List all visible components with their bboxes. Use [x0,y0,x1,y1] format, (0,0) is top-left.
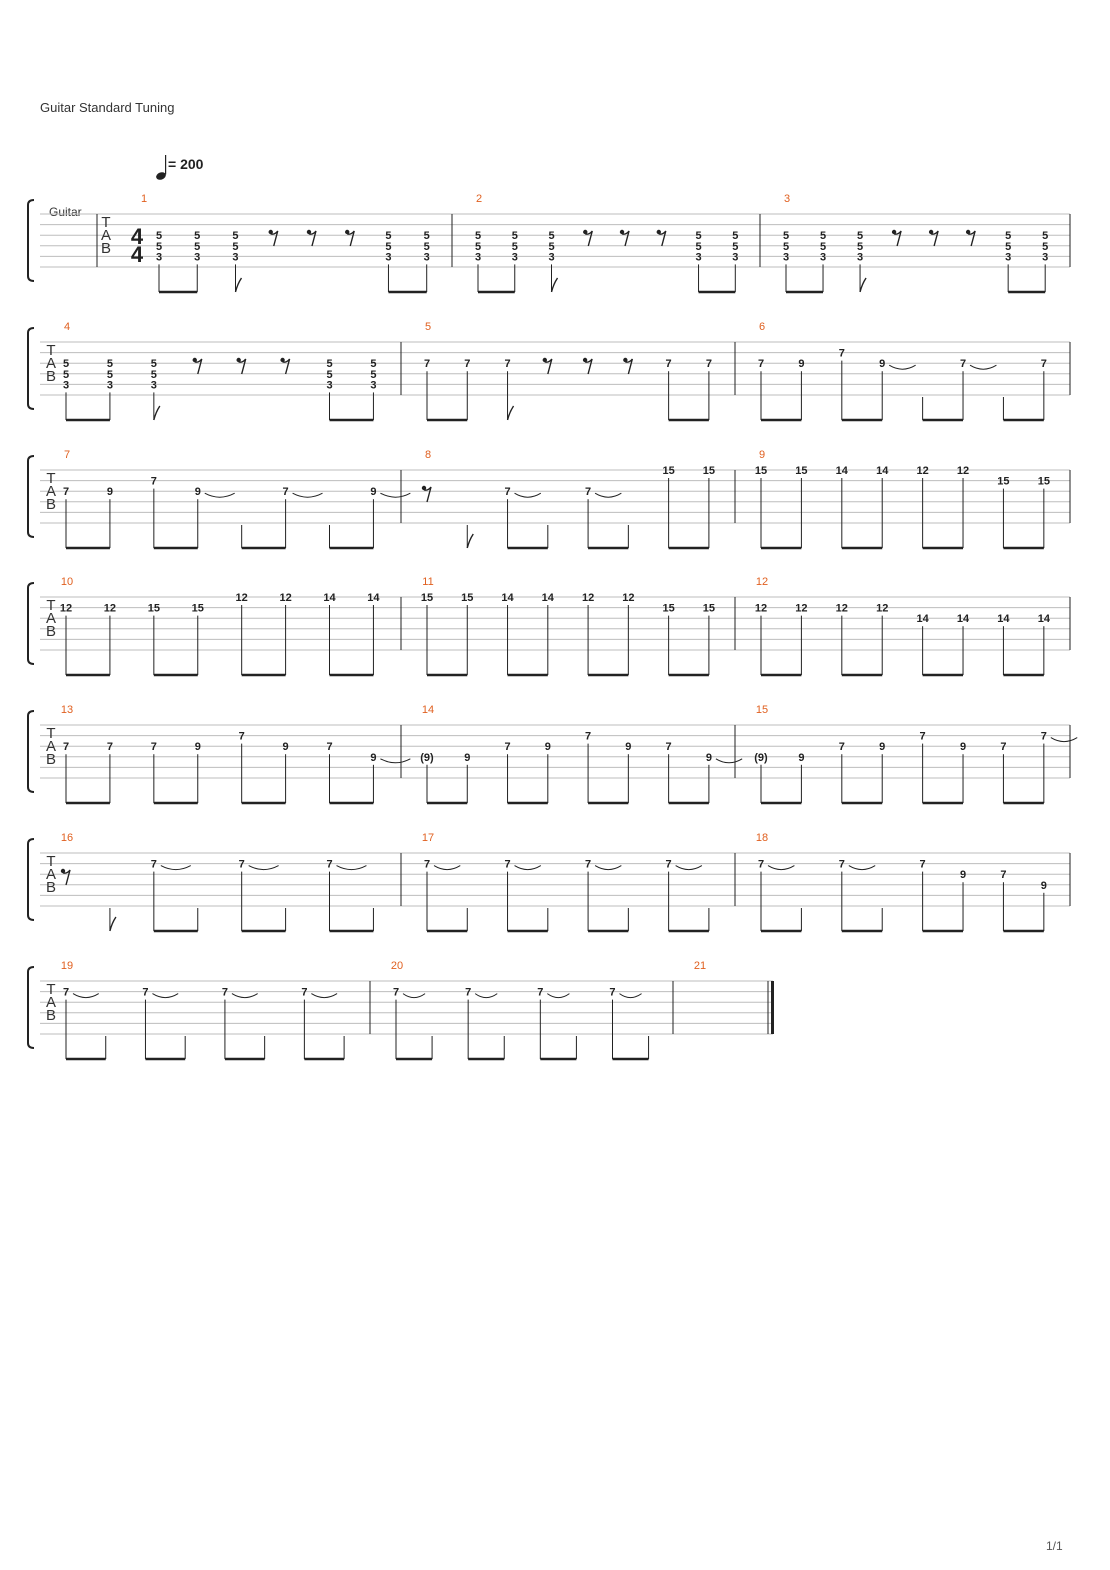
fret-number: 7 [504,858,511,871]
fret-number: 3 [548,251,555,264]
fret-number: 7 [62,741,70,754]
measure-number: 2 [475,193,483,205]
fret-number: 5 [423,240,430,253]
fret-number: 7 [665,858,672,871]
fret-number: 7 [106,741,113,754]
tie-arc [768,866,794,870]
tie-arc [547,994,569,998]
fret-number: 15 [702,602,716,615]
measure-number: 10 [60,576,74,588]
page-number: 1/1 [1046,1539,1063,1553]
tie-arc [595,866,621,870]
tab-clef-letter: B [45,879,57,896]
fret-number: 5 [695,230,702,243]
tie-arc [403,994,425,998]
fret-number: 7 [838,741,845,754]
tab-clef-letter: T [46,597,56,614]
fret-number: 7 [585,858,592,871]
fret-number: 7 [326,741,333,754]
fret-number: 14 [367,592,380,604]
fret-number: 5 [232,240,239,253]
fret-number: (9) [754,751,768,764]
fret-number: 5 [155,230,163,243]
fret-number: 5 [370,368,377,381]
fret-number: 7 [301,986,308,999]
fret-number: 3 [1042,251,1049,264]
fret-number: 5 [474,230,482,243]
fret-number: 9 [194,741,201,754]
fret-number: 5 [370,358,377,371]
fret-number: 3 [62,379,70,392]
tie-arc [475,994,497,998]
fret-number: 7 [282,486,289,499]
fret-number: 7 [392,986,400,999]
fret-number: 5 [150,358,157,371]
tie-arc [73,994,99,998]
tie-arc [311,994,337,998]
system-bracket [28,456,34,537]
fret-number: 3 [732,251,739,264]
fret-number: 15 [754,465,768,477]
tab-clef-letter: A [45,610,57,627]
tie-arc [293,493,323,497]
fret-number: 9 [879,358,886,371]
fret-number: 14 [541,592,554,604]
fret-number: 5 [326,358,333,371]
fret-number: 7 [1040,358,1047,371]
fret-number: 7 [757,358,765,371]
measure-number: 13 [60,704,74,716]
instrument-label: Guitar [49,205,82,219]
tie-arc [716,759,742,763]
fret-number: 7 [238,858,245,871]
tab-clef-letter: T [46,342,56,359]
fret-number: 5 [232,230,239,243]
tab-clef-letter: T [46,470,56,487]
system-bracket [28,967,34,1048]
system-bracket [28,200,34,281]
fret-number: 5 [548,240,555,253]
fret-number: 7 [537,986,544,999]
fret-number: 3 [155,251,163,264]
fret-number: 5 [106,368,113,381]
fret-number: 3 [819,251,827,264]
fret-number: 9 [959,741,967,754]
fret-number: 7 [919,730,926,743]
fret-number: 12 [103,602,117,615]
fret-number: 3 [856,251,864,264]
fret-number: 3 [474,251,482,264]
fret-number: 5 [326,368,333,381]
fret-number: 5 [1005,230,1012,243]
fret-number: 7 [585,486,592,499]
fret-number: 7 [62,986,70,999]
time-signature-bottom: 4 [130,242,144,267]
system-bracket [28,839,34,920]
note-flag [235,278,241,292]
tie-arc [676,866,702,870]
fret-number: 12 [916,465,929,477]
fret-number: 15 [191,602,204,615]
system-bracket [28,583,34,664]
fret-number: 12 [795,602,808,615]
tab-clef-letter: B [45,1007,57,1024]
fret-number: 7 [150,475,157,488]
tab-clef-letter: T [46,981,56,998]
tab-clef-letter: A [45,355,57,372]
fret-number: 5 [856,230,864,243]
fret-number: 9 [798,358,805,371]
fret-number: 14 [916,613,929,626]
fret-number: 7 [609,986,616,999]
fret-number: 12 [754,602,768,615]
measure-number: 9 [758,449,766,461]
tie-arc [515,866,541,870]
tie-arc [161,866,191,870]
tab-clef-letter: A [45,994,57,1011]
tie-arc [619,994,641,998]
tie-arc [205,493,235,497]
fret-number: 12 [622,592,635,604]
fret-number: 3 [385,251,392,264]
fret-number: 12 [279,592,292,604]
fret-number: (9) [420,751,434,764]
tie-arc [380,759,410,763]
tie-arc [1051,738,1077,742]
fret-number: 5 [423,230,430,243]
fret-number: 15 [420,592,434,604]
measure-number: 16 [60,832,74,844]
fret-number: 5 [511,240,518,253]
fret-number: 3 [106,379,113,392]
fret-number: 5 [155,240,163,253]
tab-clef-letter: B [45,368,57,385]
fret-number: 7 [423,858,431,871]
fret-number: 14 [876,465,889,477]
measure-number: 6 [758,321,766,333]
fret-number: 12 [235,592,248,604]
fret-number: 9 [625,741,632,754]
fret-number: 3 [194,251,201,264]
fret-number: 15 [997,475,1010,488]
fret-number: 5 [385,240,392,253]
tie-arc [595,493,621,497]
fret-number: 15 [662,602,675,615]
fret-number: 5 [62,368,70,381]
fret-number: 7 [326,858,333,871]
fret-number: 5 [1042,230,1049,243]
fret-number: 7 [705,358,712,371]
fret-number: 5 [511,230,518,243]
fret-number: 3 [511,251,518,264]
fret-number: 7 [504,741,511,754]
fret-number: 3 [326,379,333,392]
fret-number: 7 [757,858,765,871]
fret-number: 9 [798,751,805,764]
fret-number: 12 [876,602,889,615]
fret-number: 14 [501,592,514,604]
measure-number: 17 [421,832,435,844]
fret-number: 15 [461,592,474,604]
fret-number: 5 [732,240,739,253]
tab-clef-letter: B [45,623,57,640]
fret-number: 3 [150,379,157,392]
fret-number: 5 [194,230,201,243]
tie-arc [232,994,258,998]
fret-number: 5 [150,368,157,381]
tie-arc [152,994,178,998]
fret-number: 5 [819,240,827,253]
fret-number: 12 [581,592,595,604]
fret-number: 5 [782,240,790,253]
fret-number: 9 [282,741,289,754]
tie-arc [515,493,541,497]
fret-number: 5 [732,230,739,243]
fret-number: 9 [370,486,377,499]
fret-number: 9 [959,869,967,882]
tuning-label: Guitar Standard Tuning [40,100,175,115]
fret-number: 7 [665,358,672,371]
measure-number: 21 [693,960,707,972]
fret-number: 7 [221,986,228,999]
fret-number: 14 [323,592,336,604]
fret-number: 7 [838,858,845,871]
fret-number: 12 [59,602,73,615]
note-flag [860,278,866,292]
fret-number: 7 [465,986,472,999]
fret-number: 15 [147,602,160,615]
fret-number: 14 [1037,613,1050,626]
fret-number: 7 [1040,730,1047,743]
fret-number: 7 [585,730,592,743]
fret-number: 5 [194,240,201,253]
fret-number: 5 [856,240,864,253]
fret-number: 12 [956,465,970,477]
fret-number: 3 [423,251,430,264]
note-flag [154,406,160,420]
fret-number: 5 [385,230,392,243]
fret-number: 7 [142,986,149,999]
fret-number: 5 [62,358,70,371]
tie-arc [434,866,460,870]
fret-number: 3 [1005,251,1012,264]
fret-number: 15 [1037,475,1050,488]
final-barline-thick [771,981,774,1034]
measure-number: 15 [755,704,769,716]
fret-number: 7 [504,486,511,499]
note-flag [508,406,514,420]
fret-number: 5 [1005,240,1012,253]
measure-number: 19 [60,960,74,972]
fret-number: 9 [544,741,551,754]
fret-number: 7 [959,358,967,371]
fret-number: 12 [835,602,848,615]
fret-number: 5 [782,230,790,243]
measure-number: 8 [424,449,432,461]
fret-number: 9 [879,741,886,754]
tie-arc [849,866,875,870]
fret-number: 7 [423,358,431,371]
fret-number: 7 [838,347,845,360]
fret-number: 7 [504,358,511,371]
measure-number: 12 [755,576,769,588]
fret-number: 3 [370,379,377,392]
measure-number: 18 [755,832,769,844]
fret-number: 15 [662,465,675,477]
tie-arc [970,365,996,369]
fret-number: 7 [1000,869,1007,882]
tab-clef-letter: T [46,725,56,742]
time-signature-top: 4 [130,224,144,249]
fret-number: 9 [194,486,201,499]
fret-number: 7 [150,858,157,871]
note-flag [552,278,558,292]
tab-clef-letter: A [45,738,57,755]
measure-number: 20 [390,960,404,972]
fret-number: 9 [106,486,113,499]
fret-number: 9 [370,751,377,764]
fret-number: 3 [695,251,702,264]
tab-clef-letter: B [45,496,57,513]
system-bracket [28,711,34,792]
tie-arc [337,866,367,870]
fret-number: 7 [464,358,471,371]
fret-number: 5 [1042,240,1049,253]
fret-number: 7 [1000,741,1007,754]
measure-number: 4 [63,321,71,333]
fret-number: 7 [919,858,926,871]
fret-number: 14 [997,613,1010,626]
fret-number: 5 [106,358,113,371]
note-flag [467,534,473,548]
fret-number: 5 [474,240,482,253]
fret-number: 9 [464,751,471,764]
fret-number: 5 [819,230,827,243]
tie-arc [889,365,915,369]
tempo-marking: = 200 [168,156,204,172]
tab-clef-letter: A [100,227,112,244]
fret-number: 3 [782,251,790,264]
fret-number: 15 [702,465,716,477]
note-flag [110,917,116,931]
fret-number: 3 [232,251,239,264]
system-bracket [28,328,34,409]
fret-number: 5 [548,230,555,243]
tab-clef-letter: A [45,866,57,883]
measure-number: 3 [783,193,791,205]
fret-number: 14 [835,465,848,477]
measure-number: 14 [421,704,435,716]
fret-number: 7 [62,486,70,499]
fret-number: 9 [1040,879,1047,892]
fret-number: 7 [150,741,157,754]
fret-number: 14 [956,613,970,626]
measure-number: 5 [424,321,432,333]
fret-number: 7 [238,730,245,743]
measure-number: 11 [422,576,434,588]
tie-arc [380,493,410,497]
tab-clef-letter: T [46,853,56,870]
fret-number: 5 [695,240,702,253]
fret-number: 9 [705,751,712,764]
tab-clef-letter: T [101,214,111,231]
tab-clef-letter: B [100,240,112,257]
tab-clef-letter: A [45,483,57,500]
tab-clef-letter: B [45,751,57,768]
fret-number: 15 [795,465,808,477]
tie-arc [249,866,279,870]
measure-number: 1 [140,193,148,205]
fret-number: 7 [665,741,672,754]
measure-number: 7 [63,449,71,461]
